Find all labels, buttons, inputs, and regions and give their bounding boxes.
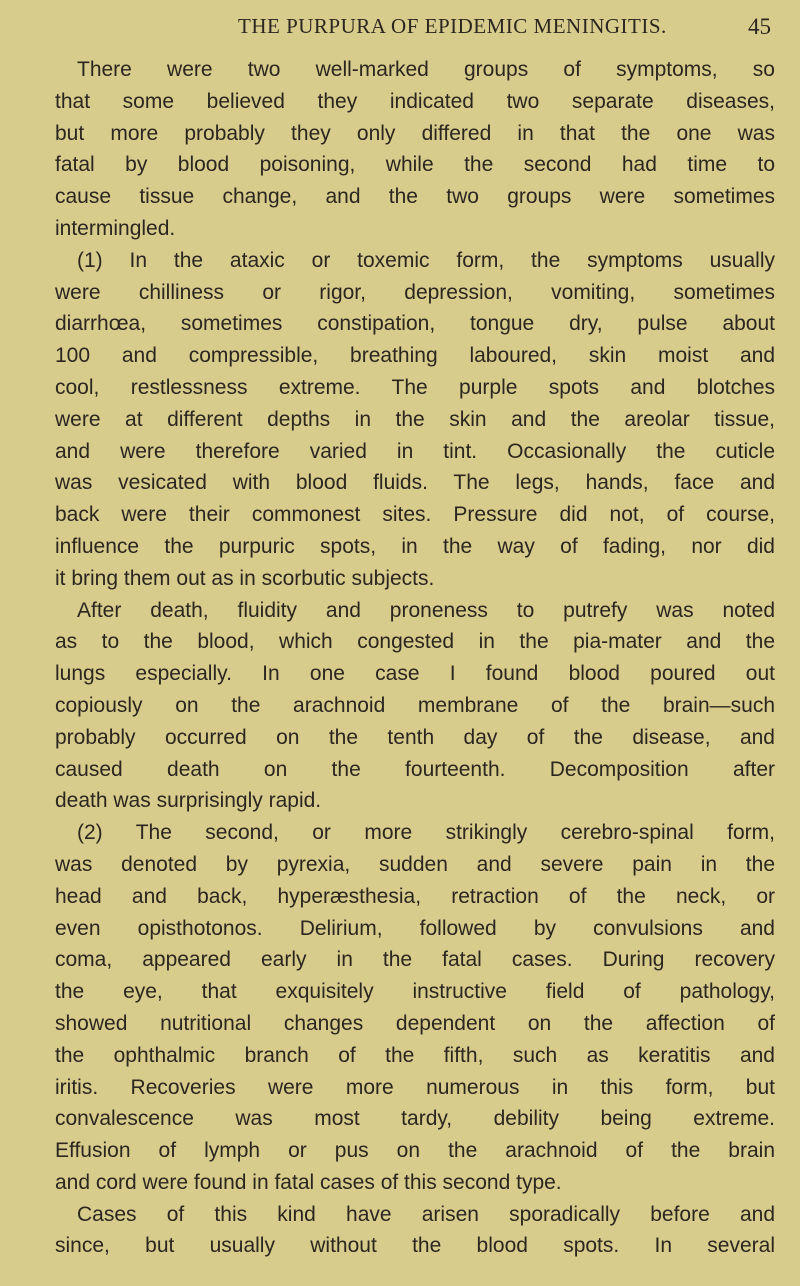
text-line: There were two well-marked groups of symptoms, so — [77, 58, 775, 81]
text-line: diarrhœa, sometimes constipation, tongue dry, pulse about — [55, 312, 775, 336]
running-header — [0, 14, 800, 42]
text-line: was vesicated with blood fluids. The legs, hands, face and — [55, 471, 775, 495]
text-line: (2) The second, or more strikingly cerebro-spinal form, — [77, 821, 775, 845]
text-line: 100 and compressible, breathing laboured, skin moist and — [55, 344, 775, 368]
text-line: showed nutritional changes dependent on the affection of — [55, 1011, 775, 1035]
text-line: lungs especially. In one case I found blood poured out — [55, 662, 775, 686]
text-line: back were their commonest sites. Pressure did not, of course, — [55, 503, 775, 527]
body-text — [55, 54, 775, 1262]
running-title: THE PURPURA OF EPIDEMIC MENINGITIS. — [238, 14, 667, 38]
text-line: (1) In the ataxic or toxemic form, the symptoms usually — [77, 248, 775, 272]
text-line: fatal by blood poisoning, while the second had time to — [55, 153, 775, 177]
text-line: were at different depths in the skin and the areolar tissue, — [55, 407, 775, 431]
text-line: probably occurred on the tenth day of the disease, and — [55, 725, 775, 749]
text-line: even opisthotonos. Delirium, followed by convulsions and — [55, 916, 775, 940]
text-line: were chilliness or rigor, depression, vomiting, sometimes — [55, 280, 775, 304]
text-line: copiously on the arachnoid membrane of the brain—such — [55, 693, 775, 717]
text-line: the eye, that exquisitely instructive field of pathology, — [55, 980, 775, 1004]
text-line: as to the blood, which congested in the pia-mater and the — [55, 630, 775, 654]
text-line: convalescence was most tardy, debility being extreme. — [55, 1107, 775, 1131]
text-line: iritis. Recoveries were more numerous in this form, but — [55, 1075, 775, 1099]
text-line: that some believed they indicated two separate diseases, — [55, 89, 775, 113]
text-line: since, but usually without the blood spots. In several — [55, 1234, 775, 1258]
text-line: influence the purpuric spots, in the way of fading, nor did — [55, 534, 775, 558]
text-line: it bring them out as in scorbutic subjects. — [55, 566, 435, 590]
text-line: cause tissue change, and the two groups were sometimes — [55, 185, 775, 209]
text-line: Cases of this kind have arisen sporadically before and — [77, 1202, 775, 1226]
text-line: Effusion of lymph or pus on the arachnoid of the brain — [55, 1139, 775, 1163]
text-line: caused death on the fourteenth. Decomposition after — [55, 757, 775, 781]
page-number: 45 — [748, 14, 771, 39]
text-line: After death, fluidity and proneness to putrefy was noted — [77, 598, 775, 622]
text-line: coma, appeared early in the fatal cases. During recovery — [55, 948, 775, 972]
text-line: and were therefore varied in tint. Occasionally the cuticle — [55, 439, 775, 463]
text-line: cool, restlessness extreme. The purple spots and blotches — [55, 375, 775, 399]
text-line: the ophthalmic branch of the fifth, such as keratitis and — [55, 1043, 775, 1067]
text-line: intermingled. — [55, 216, 176, 240]
text-line: and cord were found in fatal cases of this second type. — [55, 1170, 562, 1194]
text-line: death was surprisingly rapid. — [55, 789, 322, 813]
text-line: was denoted by pyrexia, sudden and severe pain in the — [55, 852, 775, 876]
text-line: head and back, hyperæsthesia, retraction of the neck, or — [55, 884, 775, 908]
text-line: but more probably they only differed in that the one was — [55, 121, 775, 145]
